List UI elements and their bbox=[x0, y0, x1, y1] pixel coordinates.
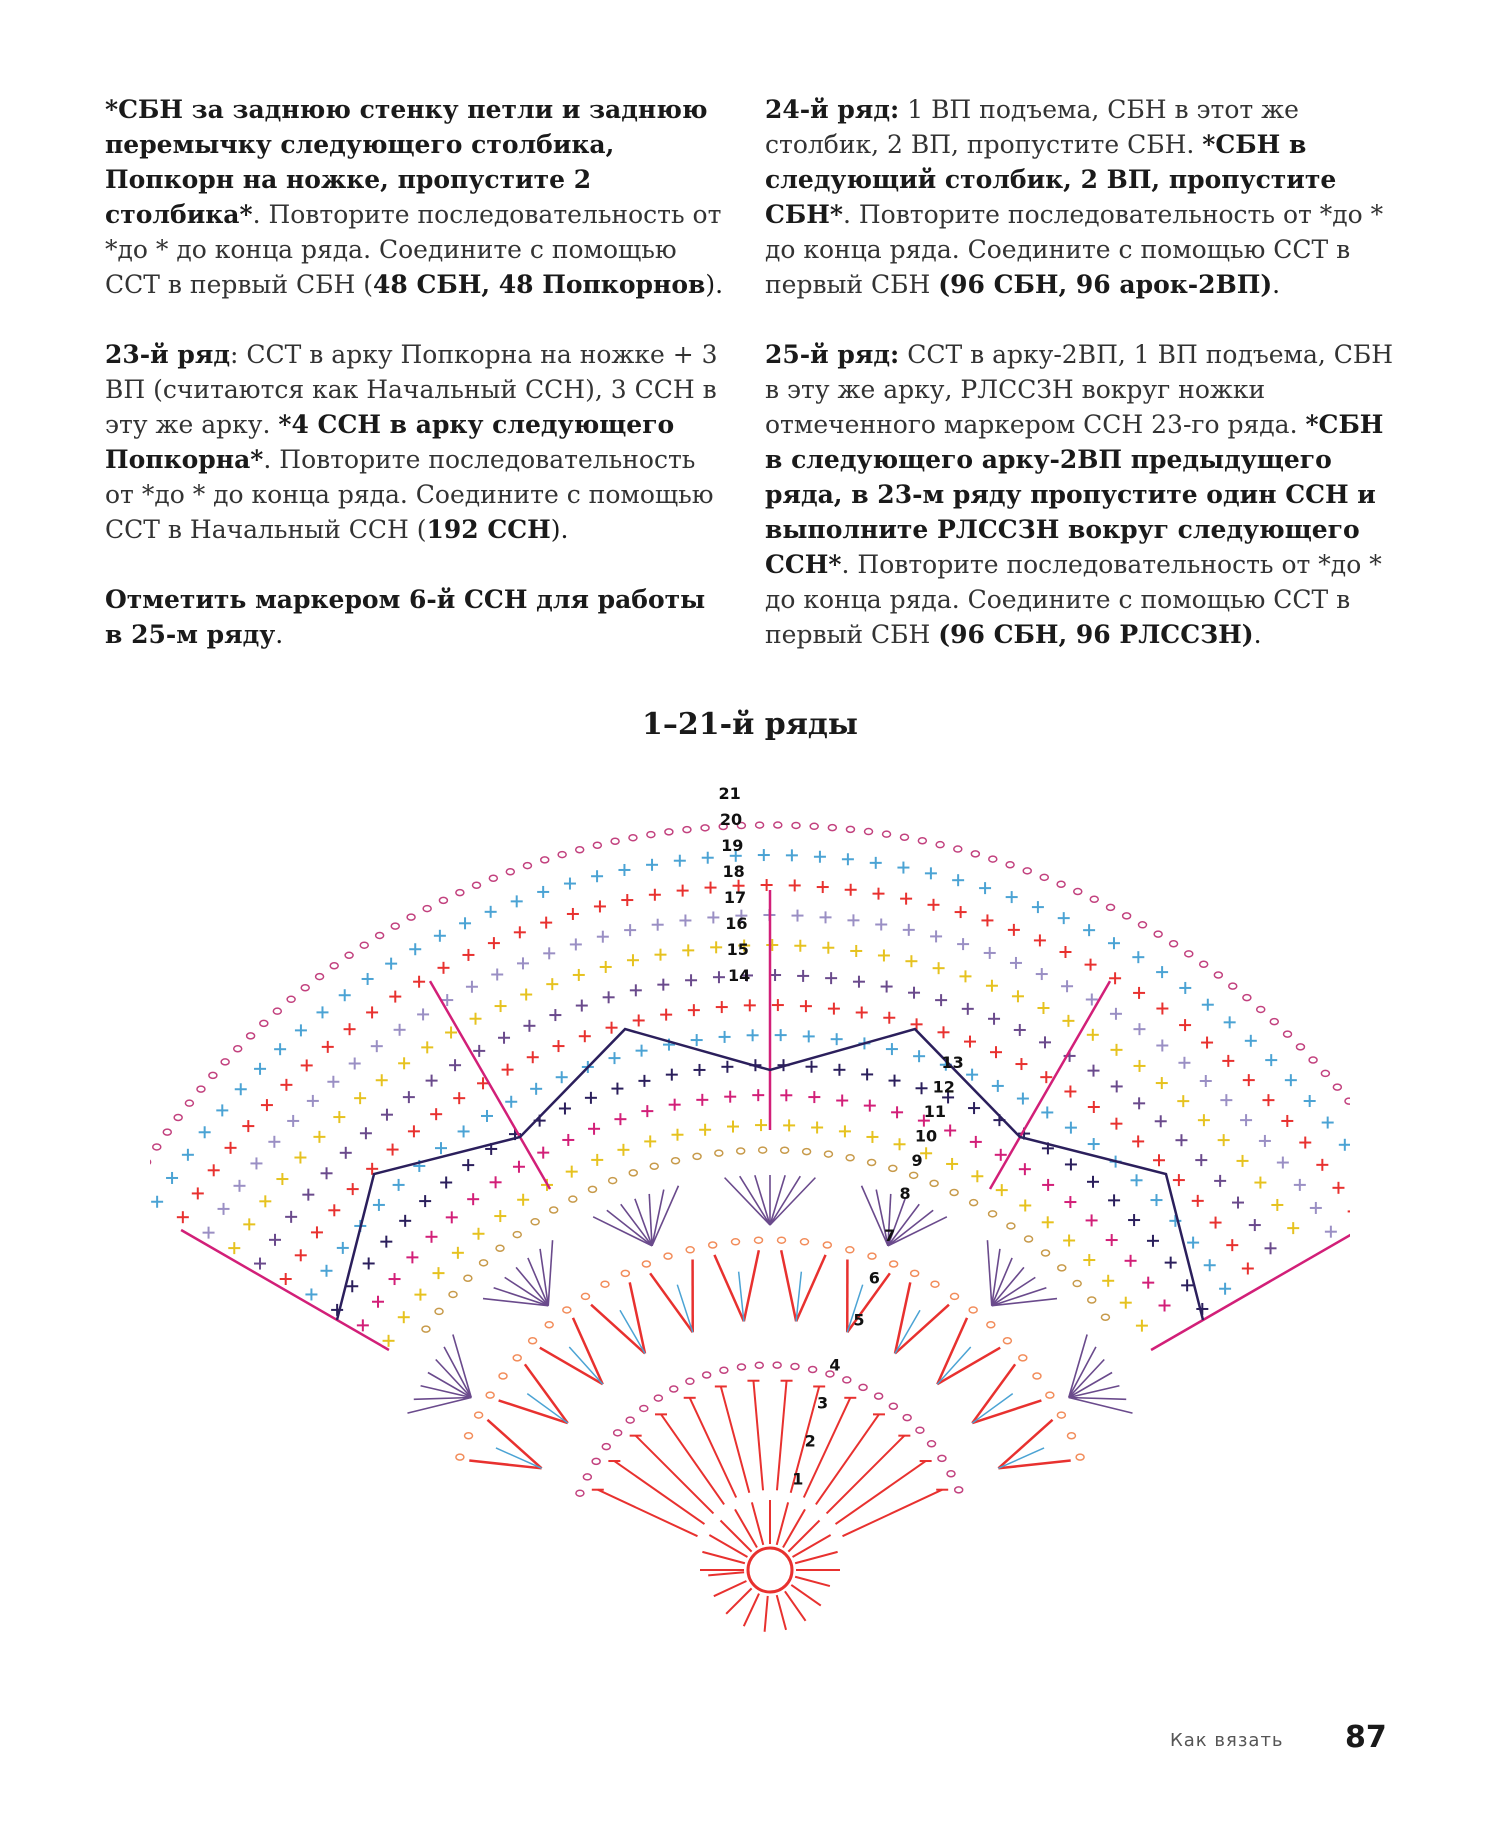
chain-stitch bbox=[260, 1020, 268, 1026]
stitch-row1 bbox=[795, 1577, 830, 1586]
chain-stitch bbox=[846, 1155, 854, 1161]
chain-stitch bbox=[1321, 1070, 1329, 1076]
cluster-stitch bbox=[652, 1186, 678, 1246]
chain-stitch bbox=[970, 1200, 978, 1206]
shell-stitch bbox=[744, 1250, 759, 1321]
punct: . bbox=[1272, 270, 1281, 299]
row-number-label: 18 bbox=[722, 861, 745, 881]
stitch-row2-4 bbox=[843, 1490, 943, 1536]
stitch-row1 bbox=[777, 1502, 788, 1545]
stitch-row1 bbox=[791, 1585, 820, 1606]
chain-stitch bbox=[828, 825, 836, 831]
chain-stitch bbox=[589, 1186, 597, 1192]
row-number-label: 11 bbox=[923, 1102, 946, 1122]
chain-stitch bbox=[1200, 961, 1208, 967]
instruction-text: 1 ВП подъема, СБН в этот же столбик, 2 ВП, пропустите СБН. bbox=[765, 95, 1299, 159]
chain-stitch bbox=[1019, 1355, 1027, 1361]
chain-stitch bbox=[936, 842, 944, 848]
chain-stitch bbox=[563, 1307, 571, 1313]
row-number-label: 21 bbox=[718, 784, 741, 804]
row-number-label: 14 bbox=[727, 965, 751, 985]
stitch-row1 bbox=[765, 1596, 768, 1632]
shell-stitch bbox=[796, 1255, 825, 1322]
chain-stitch bbox=[153, 1144, 161, 1150]
cluster-stitch bbox=[1069, 1386, 1120, 1398]
bold-instruction: *4 ССН в арку следующего Попкорна* bbox=[105, 410, 675, 474]
chain-stitch bbox=[1101, 1314, 1109, 1320]
bold-instruction: *СБН за заднюю стенку петли и заднюю перемычку следующего столбика, Попкорн на ножке, пропустите 2 столбика* bbox=[105, 95, 708, 229]
post-stitch bbox=[181, 1230, 389, 1350]
chain-stitch bbox=[781, 1147, 789, 1153]
chain-stitch bbox=[422, 1326, 430, 1332]
chain-stitch bbox=[889, 1165, 897, 1171]
chain-stitch bbox=[345, 952, 353, 958]
instruction-text: . Повторите последовательность от *до * до конца ряда. Соедините с помощью ССТ в первый СБН bbox=[765, 550, 1382, 649]
punct: . bbox=[275, 620, 284, 649]
chain-stitch bbox=[792, 822, 800, 828]
chain-stitch bbox=[930, 1180, 938, 1186]
chain-stitch bbox=[1270, 1019, 1278, 1025]
chain-stitch bbox=[672, 1158, 680, 1164]
chain-stitch bbox=[576, 847, 584, 853]
diagram-title: 1–21-й ряды bbox=[642, 707, 858, 742]
chain-stitch bbox=[1033, 1373, 1041, 1379]
chain-stitch bbox=[883, 831, 891, 837]
chain-stitch bbox=[938, 1455, 946, 1461]
left-column bbox=[105, 92, 725, 687]
chain-stitch bbox=[664, 1253, 672, 1259]
instruction-text: ССТ в арку-2ВП, 1 ВП подъема, СБН в эту же арку, РЛССЗН вокруг ножки отмеченного маркером ССН 23-го ряда. bbox=[765, 340, 1394, 439]
center-ring bbox=[748, 1548, 792, 1592]
chain-stitch bbox=[859, 1384, 867, 1390]
shell-stitch bbox=[972, 1364, 1015, 1423]
chain-stitch bbox=[558, 852, 566, 858]
instruction-text: . Повторите последовательность от *до * до конца ряда. Соедините с помощью ССТ в первый СБН bbox=[765, 200, 1384, 299]
chain-stitch bbox=[569, 1196, 577, 1202]
chain-stitch bbox=[209, 1072, 217, 1078]
stitch-row1 bbox=[788, 1521, 819, 1552]
chain-stitch bbox=[531, 1219, 539, 1225]
chain-stitch bbox=[1073, 1281, 1081, 1287]
row-number-label: 4 bbox=[829, 1355, 841, 1375]
shell-stitch bbox=[998, 1461, 1070, 1469]
row-number-label: 15 bbox=[726, 939, 749, 959]
shell-stitch bbox=[569, 1347, 602, 1384]
chain-stitch bbox=[1243, 995, 1251, 1001]
stitch-row2-4 bbox=[614, 1461, 704, 1524]
row-number-label: 10 bbox=[914, 1126, 938, 1146]
chain-stitch bbox=[686, 1378, 694, 1384]
chain-stitch bbox=[890, 1261, 898, 1267]
chain-stitch bbox=[823, 1242, 831, 1248]
chain-stitch bbox=[449, 1291, 457, 1297]
chain-stitch bbox=[693, 1153, 701, 1159]
stitch-row2-4 bbox=[836, 1461, 926, 1524]
chain-stitch bbox=[989, 856, 997, 862]
marker-note: Отметить маркером 6-й ССН для работы в 25-м ряду bbox=[105, 585, 706, 649]
stitch-row2-4 bbox=[598, 1490, 698, 1536]
chain-stitch bbox=[1123, 913, 1131, 919]
chain-stitch bbox=[951, 1293, 959, 1299]
bold-instruction: *СБН в следующего арку-2ВП предыдущего ряда, в 23-м ряду пропустите один ССН и выполните РЛССЗН вокруг следующего ССН* bbox=[765, 410, 1384, 579]
chain-stitch bbox=[583, 1474, 591, 1480]
chain-stitch bbox=[150, 1159, 151, 1165]
chain-stitch bbox=[1185, 951, 1193, 957]
chain-stitch bbox=[541, 857, 549, 863]
chain-stitch bbox=[456, 890, 464, 896]
chain-stitch bbox=[954, 846, 962, 852]
chain-stitch bbox=[931, 1281, 939, 1287]
chain-stitch bbox=[439, 897, 447, 903]
chain-stitch bbox=[846, 826, 854, 832]
row-number-label: 1 bbox=[792, 1469, 804, 1489]
chain-stitch bbox=[969, 1307, 977, 1313]
chain-stitch bbox=[523, 863, 531, 869]
chain-stitch bbox=[865, 829, 873, 835]
chain-stitch bbox=[1214, 972, 1222, 978]
stitch-row1 bbox=[714, 1581, 747, 1596]
chain-stitch bbox=[287, 996, 295, 1002]
chain-stitch bbox=[475, 1412, 483, 1418]
shell-stitch bbox=[677, 1285, 692, 1333]
chain-stitch bbox=[846, 1247, 854, 1253]
chain-stitch bbox=[391, 923, 399, 929]
punct: ). bbox=[705, 270, 724, 299]
chain-stitch bbox=[592, 1458, 600, 1464]
stitch-row1 bbox=[752, 1502, 763, 1545]
row-number-label: 16 bbox=[725, 913, 748, 933]
chain-stitch bbox=[1076, 1454, 1084, 1460]
chain-stitch bbox=[464, 1275, 472, 1281]
chain-stitch bbox=[185, 1100, 193, 1106]
chain-stitch bbox=[407, 914, 415, 920]
chain-stitch bbox=[701, 825, 709, 831]
chain-stitch bbox=[650, 1163, 658, 1169]
chain-stitch bbox=[1309, 1057, 1317, 1063]
cluster-stitch bbox=[987, 1240, 991, 1305]
chain-stitch bbox=[715, 1150, 723, 1156]
shell-stitch bbox=[972, 1400, 1041, 1423]
chain-stitch bbox=[197, 1086, 205, 1092]
shell-stitch bbox=[998, 1420, 1052, 1469]
chain-stitch bbox=[1296, 1044, 1304, 1050]
shell-stitch bbox=[469, 1461, 541, 1469]
chain-stitch bbox=[1067, 1433, 1075, 1439]
chain-stitch bbox=[640, 1405, 648, 1411]
chain-stitch bbox=[809, 1366, 817, 1372]
chain-stitch bbox=[703, 1372, 711, 1378]
chain-stitch bbox=[550, 1207, 558, 1213]
chain-stitch bbox=[1333, 1084, 1341, 1090]
chain-stitch bbox=[1040, 874, 1048, 880]
chain-stitch bbox=[824, 1151, 832, 1157]
chain-stitch bbox=[1090, 896, 1098, 902]
chain-stitch bbox=[989, 1211, 997, 1217]
chain-stitch bbox=[465, 1433, 473, 1439]
chain-stitch bbox=[1046, 1392, 1054, 1398]
chain-stitch bbox=[900, 834, 908, 840]
shell-stitch bbox=[525, 1364, 568, 1423]
punct: . bbox=[1253, 620, 1262, 649]
stitch-count: (96 СБН, 96 арок-2ВП) bbox=[938, 270, 1273, 299]
chain-stitch bbox=[642, 1261, 650, 1267]
chain-stitch bbox=[629, 835, 637, 841]
instruction-text: . Повторите последовательность от *до * до конца ряда. Соедините с помощью ССТ в первый СБН ( bbox=[105, 200, 722, 299]
row-number-label: 2 bbox=[804, 1431, 816, 1451]
post-stitch bbox=[990, 981, 1110, 1189]
stitch-count: 48 СБН, 48 Попкорнов bbox=[372, 270, 706, 299]
chain-stitch bbox=[918, 838, 926, 844]
chain-stitch bbox=[810, 823, 818, 829]
row-heading: 24-й ряд: bbox=[765, 95, 900, 124]
stitch-row1 bbox=[726, 1588, 751, 1613]
chain-stitch bbox=[496, 1245, 504, 1251]
chain-stitch bbox=[456, 1454, 464, 1460]
chain-stitch bbox=[593, 842, 601, 848]
stitch-row2-4 bbox=[721, 1386, 749, 1492]
chain-stitch bbox=[621, 1270, 629, 1276]
chain-stitch bbox=[875, 1393, 883, 1399]
row-number-label: 13 bbox=[941, 1053, 964, 1073]
chain-stitch bbox=[486, 1392, 494, 1398]
stitch-row2-4 bbox=[816, 1414, 879, 1504]
stitch-row2-4 bbox=[661, 1414, 724, 1504]
row-number-label: 7 bbox=[884, 1226, 896, 1246]
chain-stitch bbox=[654, 1395, 662, 1401]
row-number-label: 6 bbox=[868, 1268, 880, 1288]
cluster-stitch bbox=[652, 1190, 664, 1246]
post-stitch bbox=[430, 981, 550, 1189]
chain-stitch bbox=[611, 838, 619, 844]
chain-stitch bbox=[473, 882, 481, 888]
chain-stitch bbox=[1057, 1412, 1065, 1418]
shell-stitch bbox=[650, 1273, 693, 1332]
chain-stitch bbox=[435, 1308, 443, 1314]
chain-stitch bbox=[1057, 881, 1065, 887]
chain-stitch bbox=[1074, 889, 1082, 895]
paragraph-row22-end bbox=[105, 92, 725, 302]
chain-stitch bbox=[513, 1232, 521, 1238]
shell-stitch bbox=[499, 1400, 568, 1423]
chain-stitch bbox=[1003, 1338, 1011, 1344]
chain-stitch bbox=[1107, 904, 1115, 910]
crochet-chart bbox=[150, 770, 1350, 1670]
chain-stitch bbox=[928, 1441, 936, 1447]
chain-stitch bbox=[911, 1270, 919, 1276]
chain-stitch bbox=[683, 827, 691, 833]
chain-stitch bbox=[800, 1239, 808, 1245]
stitch-row1 bbox=[744, 1594, 759, 1627]
chain-stitch bbox=[774, 822, 782, 828]
chain-stitch bbox=[360, 942, 368, 948]
chain-stitch bbox=[423, 906, 431, 912]
row-number-label: 19 bbox=[721, 835, 744, 855]
stitch-row2-4 bbox=[690, 1398, 736, 1498]
chain-stitch bbox=[1229, 983, 1237, 989]
chain-stitch bbox=[955, 1487, 963, 1493]
chain-stitch bbox=[273, 1008, 281, 1014]
chain-stitch bbox=[480, 1260, 488, 1266]
chain-stitch bbox=[903, 1415, 911, 1421]
punct: ). bbox=[550, 515, 569, 544]
chain-stitch bbox=[1088, 1297, 1096, 1303]
chain-stitch bbox=[670, 1386, 678, 1392]
stitch-count: 192 ССН bbox=[426, 515, 551, 544]
chain-stitch bbox=[709, 1242, 717, 1248]
chain-stitch bbox=[732, 1239, 740, 1245]
cluster-stitch bbox=[770, 1176, 800, 1225]
bold-instruction: *СБН в следующий столбик, 2 ВП, пропустите СБН* bbox=[765, 130, 1337, 229]
stitch-row1 bbox=[795, 1552, 838, 1563]
chain-stitch bbox=[601, 1281, 609, 1287]
chain-stitch bbox=[513, 1355, 521, 1361]
stitch-row2-4 bbox=[827, 1436, 905, 1514]
chain-stitch bbox=[247, 1033, 255, 1039]
page-number: 87 bbox=[1345, 1720, 1387, 1755]
row-number-label: 8 bbox=[899, 1183, 911, 1203]
chain-stitch bbox=[545, 1322, 553, 1328]
chain-stitch bbox=[316, 974, 324, 980]
row-heading: 23-й ряд bbox=[105, 340, 231, 369]
instruction-text: : ССТ в арку Попкорна на ножке + 3 ВП (считаются как Начальный ССН), 3 ССН в эту же арку. bbox=[105, 340, 718, 439]
chain-stitch bbox=[1006, 862, 1014, 868]
chain-stitch bbox=[499, 1373, 507, 1379]
chain-stitch bbox=[773, 1362, 781, 1368]
stitch-row1 bbox=[721, 1521, 752, 1552]
shell-stitch bbox=[972, 1394, 1012, 1423]
shell-stitch bbox=[937, 1347, 970, 1384]
chain-stitch bbox=[330, 963, 338, 969]
chain-stitch bbox=[868, 1253, 876, 1259]
stitch-row1 bbox=[708, 1572, 744, 1575]
stitch-row1 bbox=[777, 1595, 786, 1630]
chain-stitch bbox=[971, 851, 979, 857]
chain-stitch bbox=[1345, 1098, 1350, 1104]
chain-stitch bbox=[1154, 931, 1162, 937]
chain-stitch bbox=[234, 1046, 242, 1052]
chain-stitch bbox=[1257, 1006, 1265, 1012]
stitch-row1 bbox=[793, 1535, 831, 1557]
stitch-row2-4 bbox=[753, 1381, 763, 1491]
cluster-stitch bbox=[740, 1176, 770, 1225]
chain-stitch bbox=[529, 1338, 537, 1344]
stitch-row1 bbox=[702, 1552, 745, 1563]
stitch-row2-4 bbox=[636, 1436, 714, 1514]
stitch-row1 bbox=[735, 1509, 757, 1547]
chain-stitch bbox=[626, 1417, 634, 1423]
chain-stitch bbox=[720, 1367, 728, 1373]
chain-stitch bbox=[803, 1149, 811, 1155]
shell-stitch bbox=[781, 1250, 796, 1321]
chain-stitch bbox=[489, 875, 497, 881]
chain-stitch bbox=[916, 1427, 924, 1433]
row-number-label: 12 bbox=[932, 1077, 955, 1097]
chain-stitch bbox=[665, 829, 673, 835]
cluster-stitch bbox=[421, 1386, 472, 1398]
stitch-row1 bbox=[709, 1535, 747, 1557]
chain-stitch bbox=[843, 1377, 851, 1383]
chain-stitch bbox=[987, 1322, 995, 1328]
chain-stitch bbox=[778, 1237, 786, 1243]
chain-stitch bbox=[1058, 1265, 1066, 1271]
cluster-stitch bbox=[548, 1240, 552, 1305]
chain-stitch bbox=[221, 1059, 229, 1065]
row-number-label: 3 bbox=[816, 1393, 829, 1413]
instruction-text: . Повторите последовательность от *до * до конца ряда. Соедините с помощью ССТ в Начальный ССН ( bbox=[105, 445, 714, 544]
shell-stitch bbox=[487, 1420, 541, 1469]
chain-stitch bbox=[506, 869, 514, 875]
row-number-label: 5 bbox=[853, 1310, 865, 1330]
chain-stitch bbox=[737, 1364, 745, 1370]
shell-stitch bbox=[714, 1255, 743, 1322]
chain-stitch bbox=[163, 1129, 171, 1135]
chain-stitch bbox=[609, 1178, 617, 1184]
row-number-label: 20 bbox=[719, 810, 743, 830]
row-number-label: 17 bbox=[723, 887, 747, 907]
row-number-label: 9 bbox=[911, 1150, 923, 1170]
chain-stitch bbox=[1139, 922, 1147, 928]
shell-stitch bbox=[527, 1394, 567, 1423]
paragraph-marker-note bbox=[105, 582, 725, 652]
chain-stitch bbox=[791, 1364, 799, 1370]
chain-stitch bbox=[647, 832, 655, 838]
paragraph-row25 bbox=[765, 337, 1405, 652]
chain-stitch bbox=[376, 932, 384, 938]
chain-stitch bbox=[602, 1444, 610, 1450]
chain-stitch bbox=[581, 1293, 589, 1299]
stitch-row2-4 bbox=[777, 1381, 787, 1491]
chain-stitch bbox=[754, 1237, 762, 1243]
chain-stitch bbox=[686, 1247, 694, 1253]
chain-stitch bbox=[1023, 868, 1031, 874]
chain-stitch bbox=[629, 1170, 637, 1176]
paragraph-row24 bbox=[765, 92, 1405, 302]
chain-stitch bbox=[1042, 1250, 1050, 1256]
chain-stitch bbox=[889, 1403, 897, 1409]
chain-stitch bbox=[755, 1362, 763, 1368]
chain-stitch bbox=[174, 1115, 182, 1121]
row-heading: 25-й ряд: bbox=[765, 340, 900, 369]
chain-stitch bbox=[1170, 941, 1178, 947]
chain-stitch bbox=[1007, 1223, 1015, 1229]
paragraph-row23 bbox=[105, 337, 725, 547]
chain-stitch bbox=[1025, 1236, 1033, 1242]
stitch-row1 bbox=[785, 1591, 806, 1620]
chain-stitch bbox=[1284, 1031, 1292, 1037]
chain-stitch bbox=[947, 1471, 955, 1477]
chain-stitch bbox=[868, 1159, 876, 1165]
post-stitch bbox=[1151, 1230, 1350, 1350]
chain-stitch bbox=[950, 1190, 958, 1196]
stitch-row1 bbox=[783, 1509, 805, 1547]
footer-section-label: Как вязать bbox=[1170, 1730, 1284, 1751]
chain-stitch bbox=[759, 1147, 767, 1153]
chain-stitch bbox=[737, 1148, 745, 1154]
chain-stitch bbox=[910, 1172, 918, 1178]
chain-stitch bbox=[576, 1490, 584, 1496]
chain-stitch bbox=[614, 1430, 622, 1436]
right-column bbox=[765, 92, 1405, 687]
chain-stitch bbox=[301, 985, 309, 991]
stitch-count: (96 СБН, 96 РЛССЗН) bbox=[938, 620, 1254, 649]
chain-stitch bbox=[756, 822, 764, 828]
